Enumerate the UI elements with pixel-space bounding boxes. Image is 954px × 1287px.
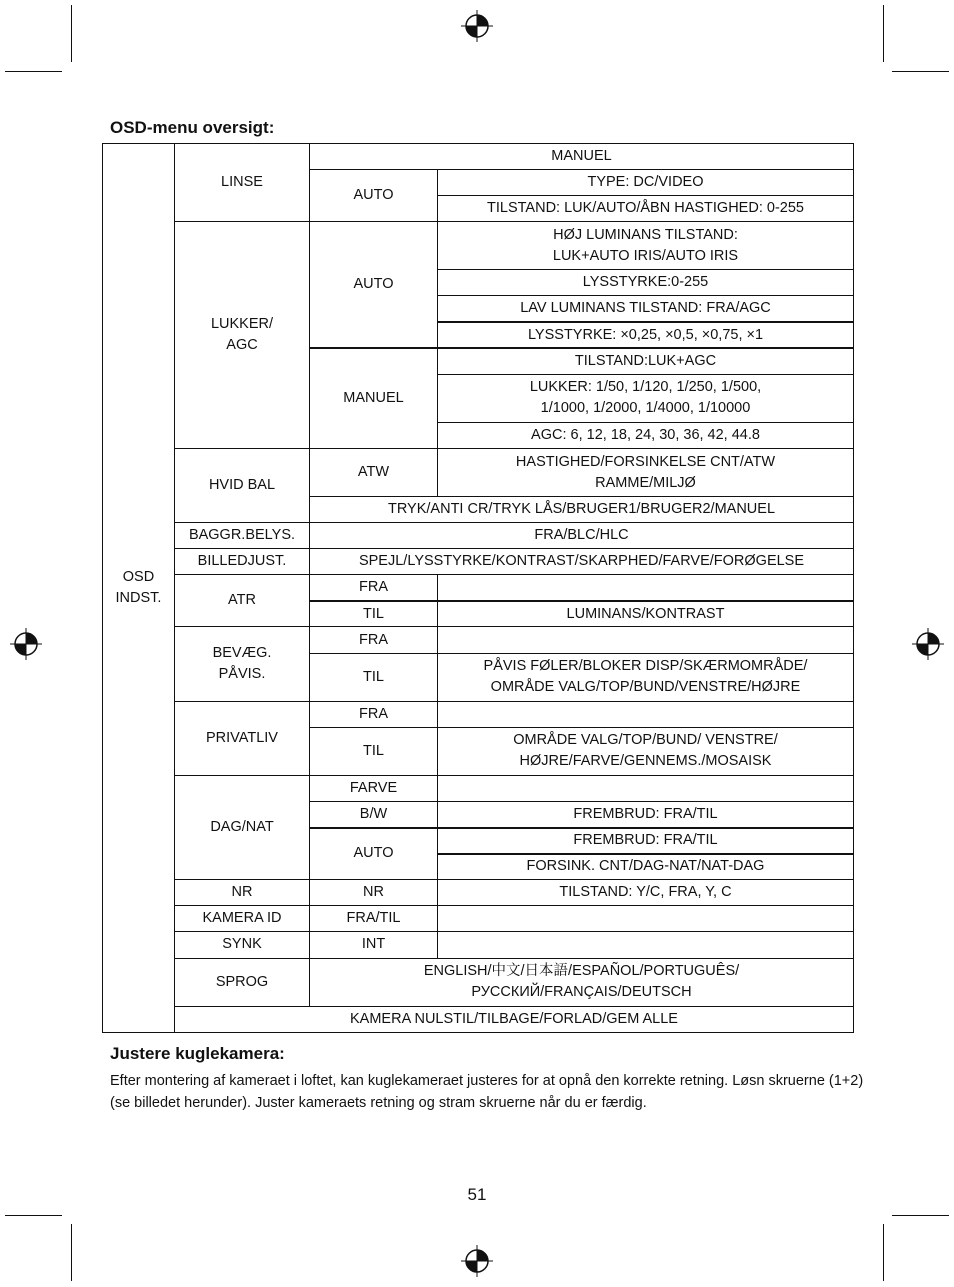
table-cell: FREMBRUD: FRA/TIL <box>438 828 854 854</box>
registration-mark-icon <box>912 628 944 660</box>
registration-mark-icon <box>461 1245 493 1277</box>
table-cell: FRA <box>310 701 438 727</box>
table-cell <box>438 906 854 932</box>
table-cell: FORSINK. CNT/DAG-NAT/NAT-DAG <box>438 854 854 880</box>
table-cell: TIL <box>310 601 438 627</box>
menu-item-atr: ATR <box>175 575 310 627</box>
table-cell: PÅVIS FØLER/BLOKER DISP/SKÆRMOMRÅDE/ OMRÅDE VALG/TOP/BUND/VENSTRE/HØJRE <box>438 653 854 701</box>
table-cell <box>438 775 854 801</box>
table-cell: TILSTAND: Y/C, FRA, Y, C <box>438 880 854 906</box>
table-cell: LYSSTYRKE:0-255 <box>438 270 854 296</box>
table-cell: TYPE: DC/VIDEO <box>438 170 854 196</box>
table-cell: FRA/BLC/HLC <box>310 523 854 549</box>
table-cell: FRA <box>310 627 438 653</box>
table-cell: TILSTAND:LUK+AGC <box>438 348 854 374</box>
menu-item-bevaeg-pavis: BEVÆG. PÅVIS. <box>175 627 310 701</box>
menu-item-billedjust: BILLEDJUST. <box>175 549 310 575</box>
page-number: 51 <box>467 1185 487 1204</box>
table-cell: FARVE <box>310 775 438 801</box>
section-heading: Justere kuglekamera: <box>110 1044 285 1063</box>
menu-item-nr: NR <box>175 880 310 906</box>
menu-item-synk: SYNK <box>175 932 310 958</box>
menu-item-lukker-agc: LUKKER/ AGC <box>175 222 310 449</box>
body-paragraph: Efter montering af kameraet i loftet, kan kuglekameraet justeres for at opnå den korrekte retning. Løsn skruerne (1+2) (se billedet herunder). Juster kameraets retning og stram skruerne når du er færdig. <box>110 1073 864 1111</box>
table-cell: TILSTAND: LUK/AUTO/ÅBN HASTIGHED: 0-255 <box>438 196 854 222</box>
table-cell: ENGLISH/中文/日本語/ESPAÑOL/PORTUGUÊS/ РУССКИЙ/FRANÇAIS/DEUTSCH <box>310 958 854 1006</box>
table-cell: LYSSTYRKE: ×0,25, ×0,5, ×0,75, ×1 <box>438 322 854 348</box>
table-cell: AGC: 6, 12, 18, 24, 30, 36, 42, 44.8 <box>438 422 854 448</box>
table-cell: MANUEL <box>310 144 854 170</box>
table-cell <box>438 932 854 958</box>
crop-mark <box>892 71 949 72</box>
table-cell: TIL <box>310 727 438 775</box>
table-cell: AUTO <box>310 828 438 880</box>
table-cell <box>438 627 854 653</box>
crop-mark <box>5 1215 62 1216</box>
table-cell: AUTO <box>310 222 438 348</box>
table-cell: SPEJL/LYSSTYRKE/KONTRAST/SKARPHED/FARVE/FORØGELSE <box>310 549 854 575</box>
menu-item-hvid-bal: HVID BAL <box>175 448 310 522</box>
menu-item-privatliv: PRIVATLIV <box>175 701 310 775</box>
table-cell: TIL <box>310 653 438 701</box>
table-cell: ATW <box>310 448 438 496</box>
table-cell: LUMINANS/KONTRAST <box>438 601 854 627</box>
table-cell: HØJ LUMINANS TILSTAND: LUK+AUTO IRIS/AUTO IRIS <box>438 222 854 270</box>
menu-item-dag-nat: DAG/NAT <box>175 775 310 879</box>
menu-item-baggr-belys: BAGGR.BELYS. <box>175 523 310 549</box>
registration-mark-icon <box>10 628 42 660</box>
table-cell: FRA/TIL <box>310 906 438 932</box>
table-cell: FREMBRUD: FRA/TIL <box>438 802 854 828</box>
table-cell: NR <box>310 880 438 906</box>
crop-mark <box>883 1224 884 1281</box>
table-cell: MANUEL <box>310 348 438 448</box>
page-title: OSD-menu oversigt: <box>110 118 275 137</box>
table-cell: LUKKER: 1/50, 1/120, 1/250, 1/500, 1/1000, 1/2000, 1/4000, 1/10000 <box>438 374 854 422</box>
crop-mark <box>5 71 62 72</box>
menu-item-sprog: SPROG <box>175 958 310 1006</box>
osd-menu-table <box>102 143 854 1033</box>
table-cell: LAV LUMINANS TILSTAND: FRA/AGC <box>438 296 854 322</box>
table-cell: FRA <box>310 575 438 601</box>
table-cell <box>438 701 854 727</box>
menu-item-kamera-nulstil: KAMERA NULSTIL/TILBAGE/FORLAD/GEM ALLE <box>175 1006 854 1032</box>
table-cell: AUTO <box>310 170 438 222</box>
registration-mark-icon <box>461 10 493 42</box>
crop-mark <box>883 5 884 62</box>
osd-settings-cell: OSD INDST. <box>103 144 175 1033</box>
crop-mark <box>892 1215 949 1216</box>
table-cell: OMRÅDE VALG/TOP/BUND/ VENSTRE/ HØJRE/FARVE/GENNEMS./MOSAISK <box>438 727 854 775</box>
crop-mark <box>71 5 72 62</box>
table-cell <box>438 575 854 601</box>
table-cell: B/W <box>310 802 438 828</box>
crop-mark <box>71 1224 72 1281</box>
menu-item-kamera-id: KAMERA ID <box>175 906 310 932</box>
menu-item-linse: LINSE <box>175 144 310 222</box>
table-cell: INT <box>310 932 438 958</box>
table-cell: HASTIGHED/FORSINKELSE CNT/ATW RAMME/MILJØ <box>438 448 854 496</box>
table-cell: TRYK/ANTI CR/TRYK LÅS/BRUGER1/BRUGER2/MANUEL <box>310 497 854 523</box>
